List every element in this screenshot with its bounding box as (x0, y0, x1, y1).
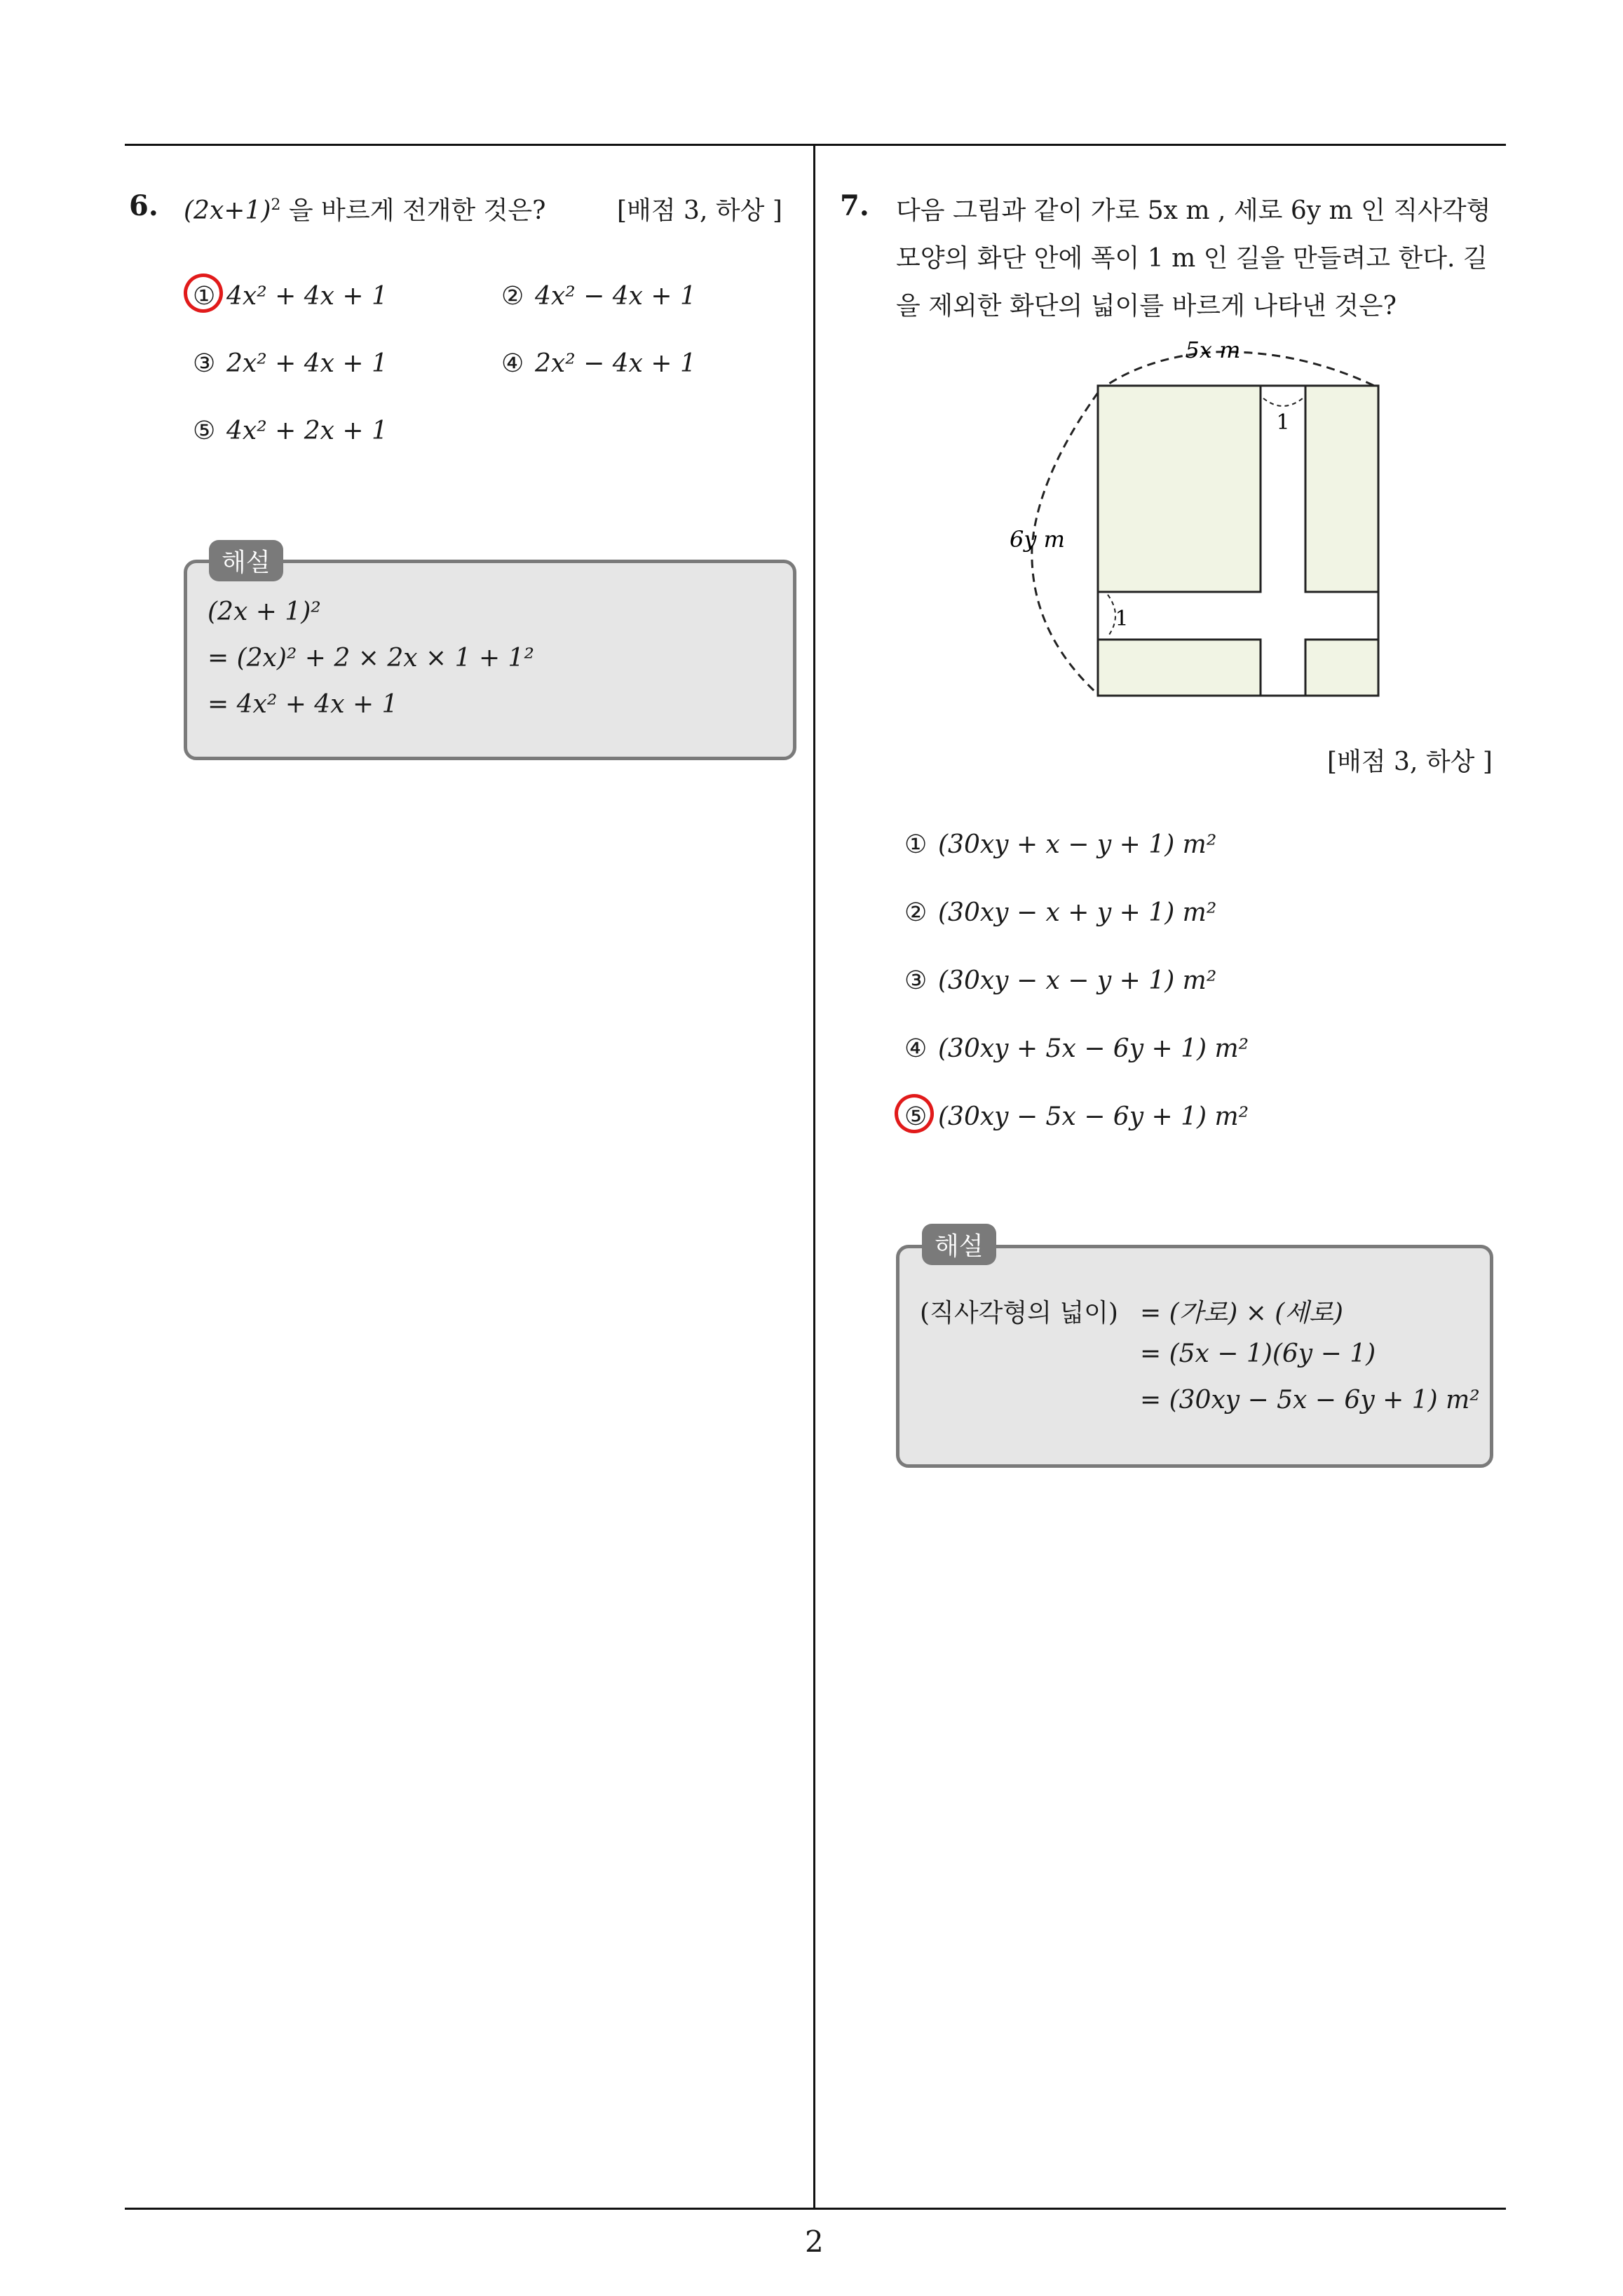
q6-choice-1[interactable]: ① 4x² + 4x + 1 (193, 282, 388, 311)
q7-choice-1[interactable]: ① (30xy + x − y + 1) m² (904, 830, 1217, 859)
bed-bottom-right (1305, 640, 1378, 696)
bed-top-left (1098, 386, 1261, 592)
path-label-top: 1 (1276, 410, 1290, 435)
bed-bottom-left (1098, 640, 1261, 696)
q7-choice-2[interactable]: ② (30xy − x + y + 1) m² (904, 898, 1217, 927)
q6-question (184, 191, 545, 227)
q6-choice-2[interactable]: ② 4x² − 4x + 1 (501, 282, 696, 311)
q7-question-line-2: 모양의 화단 안에 폭이 1 m 인 길을 만들려고 한다. 길 (896, 244, 1488, 273)
q6-solution-tab: 해설 (209, 540, 283, 581)
q6-question-math: (2x+1) (184, 196, 271, 225)
q7-choice-5[interactable]: ⑤ (30xy − 5x − 6y + 1) m² (904, 1102, 1249, 1131)
q6-solution-line-2: = (2x)² + 2 × 2x × 1 + 1² (208, 644, 534, 673)
q6-choice-4[interactable]: ④ 2x² − 4x + 1 (501, 349, 696, 378)
q6-score: [배점 3, 하상 ] (617, 196, 782, 225)
q7-solution-line-2: = (5x − 1)(6y − 1) (1140, 1339, 1376, 1368)
width-label: 5x m (1185, 337, 1241, 363)
height-label: 6y m (1010, 526, 1065, 553)
q7-choice-3[interactable]: ③ (30xy − x − y + 1) m² (904, 966, 1217, 995)
q7-question-line-1: 다음 그림과 같이 가로 5x m , 세로 6y m 인 직사각형 (896, 196, 1491, 225)
q7-number: 7. (840, 189, 869, 222)
q7-solution-tab: 해설 (922, 1224, 996, 1265)
top-rule (125, 144, 1506, 146)
q7-solution-line-3: = (30xy − 5x − 6y + 1) m² (1140, 1386, 1480, 1414)
path-label-left: 1 (1115, 607, 1129, 631)
q6-solution-line-1: (2x + 1)² (208, 597, 321, 626)
page-number: 2 (805, 2224, 824, 2259)
q6-choice-3[interactable]: ③ 2x² + 4x + 1 (193, 349, 388, 378)
q7-solution-line-1: = (가로) × (세로) (1140, 1299, 1343, 1328)
garden-figure (1003, 337, 1395, 701)
bed-top-right (1305, 386, 1378, 592)
q7-question-line-3: 을 제외한 화단의 넓이를 바르게 나타낸 것은? (896, 292, 1397, 320)
column-divider (813, 146, 815, 2210)
q7-score: [배점 3, 하상 ] (1327, 748, 1493, 776)
q6-choice-5[interactable]: ⑤ 4x² + 2x + 1 (193, 417, 388, 445)
q6-number: 6. (129, 189, 158, 222)
bottom-rule (125, 2208, 1506, 2210)
q6-question-text: 을 바르게 전개한 것은? (288, 196, 546, 225)
q6-question-exp: 2 (271, 196, 281, 214)
q6-solution-line-3: = 4x² + 4x + 1 (208, 690, 398, 719)
q7-choice-4[interactable]: ④ (30xy + 5x − 6y + 1) m² (904, 1034, 1249, 1063)
q7-solution-left: (직사각형의 넓이) (920, 1299, 1118, 1328)
